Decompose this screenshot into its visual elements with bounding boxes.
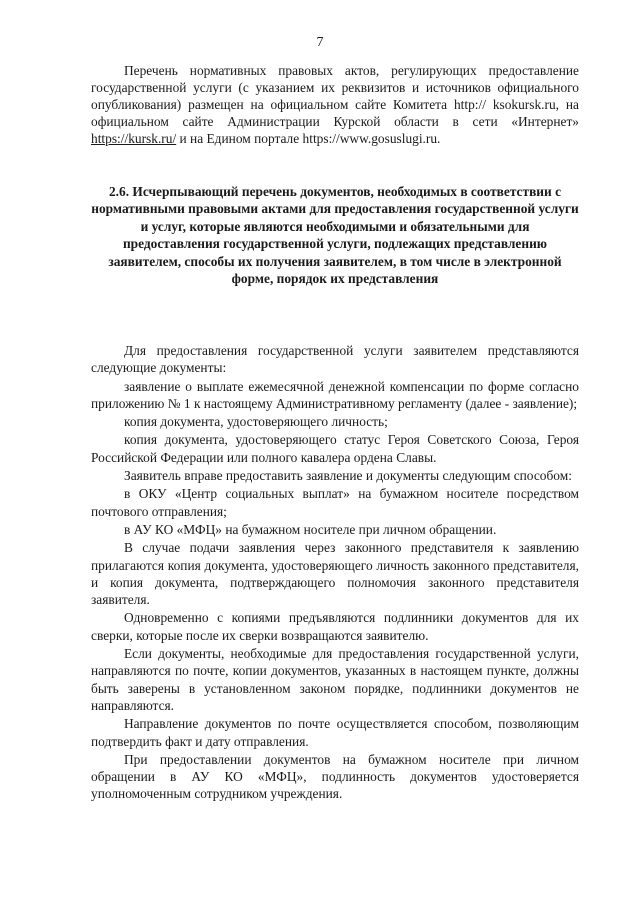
body-paragraph: Для предоставления государственной услуги заявителем представляются следующие документы: [91,343,579,376]
body-paragraph: При предоставлении документов на бумажном носителе при личном обращении в АУ КО «МФЦ», подлинность документов удостоверяется уполномоченным сотрудником учреждения. [91,751,579,802]
body-paragraph: копия документа, удостоверяющего личность; [124,414,388,430]
intro-text-after-link: и на Едином портале https://www.gosuslugi.ru. [176,131,441,146]
body-paragraph: в АУ КО «МФЦ» на бумажном носителе при личном обращении. [124,521,497,537]
intro-block [91,62,579,147]
main-body [91,342,579,803]
body-paragraph: в ОКУ «Центр социальных выплат» на бумажном носителе посредством почтового отправления; [91,486,579,519]
section-heading: 2.6. Исчерпывающий перечень документов, необходимых в соответствии с нормативными правовыми актами для предоставления государственной услуги и услуг, которые являются необходимыми и обязательными для предоставления государственной услуги, подлежащих представлению заявителем, способы их получения заявителем, в том числе в электронной форме, порядок их представления [91,184,579,287]
body-paragraph: Одновременно с копиями предъявляются подлинники документов для их сверки, которые после их сверки возвращаются заявителю. [91,610,579,643]
body-paragraph: Если документы, необходимые для предоставления государственной услуги, направляются по почте, копии документов, указанных в настоящем пункте, должны быть заверены в установленном законом порядке, подлинники документов не направляются. [91,646,579,713]
body-paragraph: копия документа, удостоверяющего статус Героя Советского Союза, Героя Российской Федерации или полного кавалера ордена Славы. [91,432,579,465]
body-paragraph: Направление документов по почте осуществляется способом, позволяющим подтвердить факт и дату отправления. [91,716,579,749]
intro-text-before-link: Перечень нормативных правовых актов, регулирующих предоставление государственной услуги (с указанием их реквизитов и источников официального опубликования) размещен на официальном сайте Комитета http:// ksokursk.ru, на официальном сайте Администрации Курской области в сети «Интернет» [91,63,579,129]
page-number: 7 [316,35,324,50]
intro-paragraph [91,62,579,147]
body-paragraph: В случае подачи заявления через законного представителя к заявлению прилагаются копия документа, удостоверяющего личность законного представителя, и копия документа, подтверждающего полномочия законного представителя заявителя. [91,540,579,608]
body-paragraph: Заявитель вправе предоставить заявление и документы следующим способом: [124,468,572,484]
kursk-link[interactable]: https://kursk.ru/ [91,131,177,146]
body-paragraph: заявление о выплате ежемесячной денежной компенсации по форме согласно приложению № 1 к настоящему Административному регламенту (далее - заявление); [91,378,579,411]
